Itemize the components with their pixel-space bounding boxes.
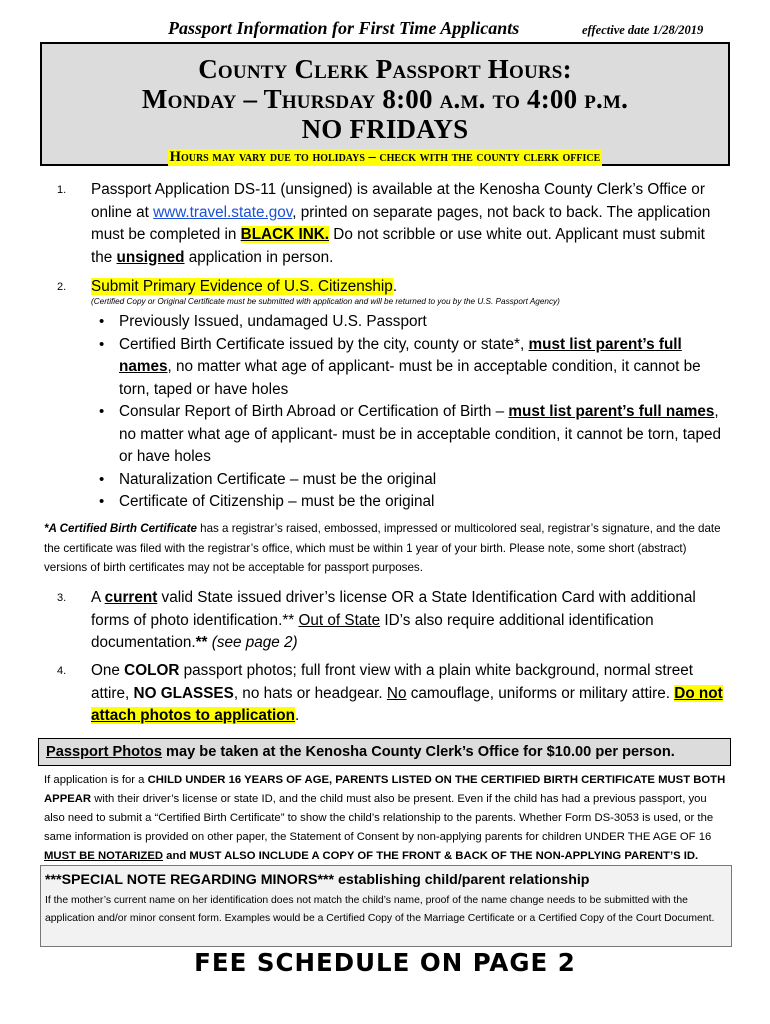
item-text-part: . — [294, 707, 300, 724]
bullet-text: Certificate of Citizenship – must be the original — [119, 493, 435, 510]
item-text-part: camouflage, uniforms or military attire. — [406, 684, 675, 702]
page-header-title: Passport Information for First Time Applicants — [168, 18, 520, 38]
list-item-application — [40, 179, 730, 269]
effective-date: effective date 1/28/2019 — [582, 23, 704, 37]
certified-birth-certificate-note — [44, 519, 729, 578]
do-not-attach-highlight: Do not attach photos to application — [91, 684, 723, 724]
item-text-part: A — [91, 589, 105, 606]
minors-special-note-box — [40, 865, 732, 947]
list-item-photos — [40, 660, 730, 728]
item-text-part: valid State issued driver’s license OR a State Identification Card with additional forms of photo identification.** — [91, 589, 696, 629]
list-item — [98, 401, 723, 469]
bullet-emphasis: must list parent’s full names — [508, 403, 715, 420]
travel-state-link[interactable]: www.travel.state.gov — [153, 203, 293, 221]
item-text-part: ID’s also require additional identification documentation. — [91, 611, 654, 651]
holiday-note: Hours may vary due to holidays – check with the county clerk office — [169, 149, 601, 165]
banner-text: may be taken at the Kenosha County Clerk’s Office for $10.00 per person. — [161, 744, 675, 760]
bullet-text: , no matter what age of applicant- must be in acceptable condition, it cannot be torn, taped or have holes — [119, 358, 701, 398]
passport-photos-banner — [38, 738, 731, 766]
no-emphasis: No — [386, 684, 407, 702]
child-application-note — [44, 771, 729, 866]
list-item — [98, 469, 723, 492]
bullet-text: , no matter what age of applicant- must be in acceptable condition, it cannot be torn, taped or have holes — [119, 403, 722, 465]
bullet-text: Naturalization Certificate – must be the original — [119, 470, 437, 488]
hours-days: Monday – Thursday 8:00 a.m. to 4:00 p.m. — [141, 84, 629, 114]
item-number: 3. — [57, 592, 67, 604]
note-lead: *A Certified Birth Certificate — [44, 522, 197, 535]
item-text-part: Do not scribble or use white out. Applicant must submit the — [91, 226, 705, 266]
color-emphasis: COLOR — [124, 662, 180, 679]
fee-schedule-footer: FEE SCHEDULE ON PAGE 2 — [194, 948, 576, 977]
bullet-text: Previously Issued, undamaged U.S. Passport — [119, 313, 427, 330]
item-number: 1. — [57, 184, 67, 196]
banner-lead: Passport Photos — [46, 744, 162, 760]
citizenship-evidence-list — [98, 311, 723, 514]
item-text-part: , no hats or headgear. — [233, 684, 387, 702]
list-item-citizenship — [40, 276, 730, 299]
no-fridays: NO FRIDAYS — [301, 114, 469, 144]
black-ink-highlight: BLACK INK. — [240, 226, 330, 243]
note-text: If application is for a — [44, 774, 148, 786]
item-text-part: Passport Application DS-11 (unsigned) is available at the Kenosha County Clerk’s Office or online at — [91, 181, 705, 221]
list-item — [98, 334, 723, 402]
item-number: 2. — [57, 281, 67, 293]
hours-heading: County Clerk Passport Hours: — [198, 54, 572, 84]
item-text-part: One — [91, 662, 125, 679]
list-item — [98, 491, 723, 514]
citizenship-heading: Submit Primary Evidence of U.S. Citizenship — [91, 278, 393, 295]
note-text: with their driver’s license or state ID, and the child must also be present. Even if the child has had a previous passport, you also need to submit a “Certified Birth Certificate” to show the child’s relationship to the parents. Whether Form DS-3053 is used, or the same information is provided on other paper, the Statement of Consent by non-applying parents for children UNDER THE AGE OF 16 — [44, 793, 714, 843]
item-text — [91, 179, 730, 269]
item-text — [91, 276, 730, 299]
minors-body: If the mother’s current name on her identification does not match the child’s name, proof of the name change needs to be submitted with the application and/or minor consent form. Examples would be a Certified Copy of the Marriage Certificate or a Certified Copy of the Court Document. — [45, 895, 715, 924]
item-text-part: , printed on separate pages, not back to back. The application must be completed in — [91, 203, 711, 243]
see-page-reference: (see page 2) — [207, 634, 298, 651]
unsigned-emphasis: unsigned — [116, 248, 185, 266]
item-text-part: . — [392, 278, 398, 295]
bullet-text: Certified Birth Certificate issued by the city, county or state*, — [119, 335, 529, 353]
item-text — [91, 660, 730, 728]
note-body: has a registrar’s raised, embossed, impressed or multicolored seal, registrar’s signature, and the date the certificate was filed with the registrar’s office, which must be within 1 year of your birth. Please note, some short (abstract) versions of birth certificates may not be acceptable for passport purposes. — [44, 522, 721, 574]
item-text-part: passport photos; full front view with a plain white background, normal street attire, — [91, 662, 693, 702]
no-glasses-emphasis: NO GLASSES — [133, 684, 234, 702]
note-emphasis: CHILD UNDER 16 YEARS OF AGE, PARENTS LISTED ON THE CERTIFIED BIRTH CERTIFICATE MUST BOTH APPEAR — [44, 774, 726, 805]
item-text-part: ** — [195, 634, 208, 651]
notarized-emphasis: MUST BE NOTARIZED — [44, 850, 164, 862]
out-of-state-emphasis: Out of State — [298, 611, 381, 629]
item-text — [91, 587, 730, 655]
bullet-text: Consular Report of Birth Abroad or Certification of Birth – — [119, 403, 509, 420]
item-text-part: application in person. — [184, 248, 334, 266]
current-emphasis: current — [104, 589, 158, 606]
note-emphasis: and MUST ALSO INCLUDE A COPY OF THE FRONT & BACK OF THE NON-APPLYING PARENT’S ID. — [163, 850, 699, 862]
list-item-identification — [40, 587, 730, 655]
hours-box — [40, 42, 730, 166]
item-number: 4. — [57, 665, 67, 677]
bullet-emphasis: must list parent’s full names — [119, 335, 682, 375]
minors-title: ***SPECIAL NOTE REGARDING MINORS*** establishing child/parent relationship — [45, 872, 590, 888]
list-item — [98, 311, 723, 334]
citizenship-subnote: (Certified Copy or Original Certificate must be submitted with application and will be returned to you by the U.S. Passport Agency) — [91, 297, 560, 306]
